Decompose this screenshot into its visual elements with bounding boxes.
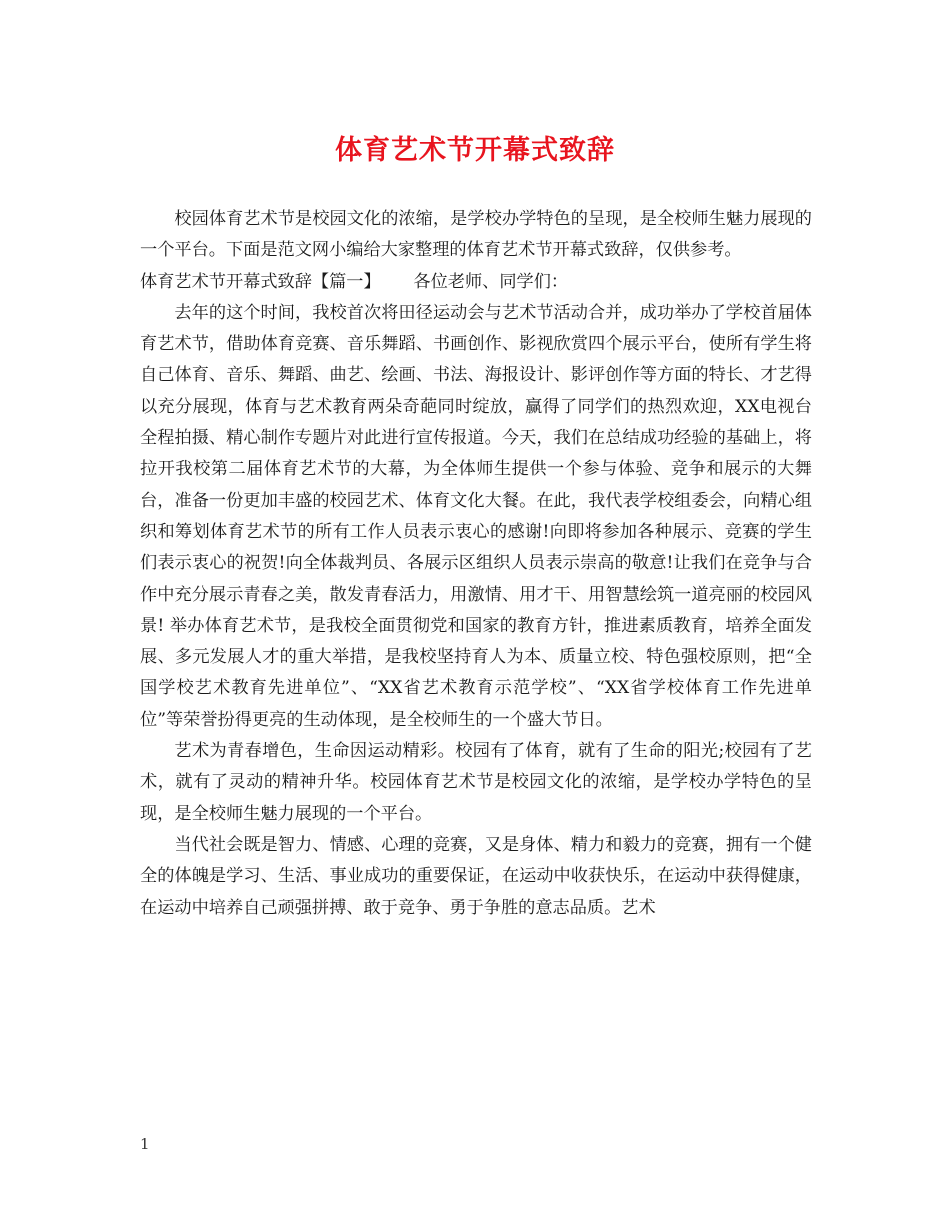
paragraph-society: 当代社会既是智力、情感、心理的竞赛，又是身体、精力和毅力的竞赛，拥有一个健全的体魄是学习、生活、事业成功的重要保证，在运动中收获快乐，在运动中获得健康，在运动中培养自己顽强拼搏、敢于竞争、勇于争胜的意志品质。艺术 — [140, 834, 812, 918]
section-heading: 体育艺术节开幕式致辞【篇一】 各位老师、同学们： — [140, 271, 569, 292]
paragraph-art: 艺术为青春增色，生命因运动精彩。校园有了体育，就有了生命的阳光;校园有了艺术，就有了灵动的精神升华。校园体育艺术节是校园文化的浓缩，是学校办学特色的呈现，是全校师生魅力展现的一个平台。 — [140, 741, 812, 824]
page-number: 1 — [140, 1135, 150, 1153]
document-title: 体育艺术节开幕式致辞 — [335, 135, 615, 166]
paragraph-intro: 校园体育艺术节是校园文化的浓缩，是学校办学特色的呈现，是全校师生魅力展现的一个平台。下面是范文网小编给大家整理的体育艺术节开幕式致辞，仅供参考。 — [140, 209, 812, 261]
document-body — [140, 204, 812, 924]
paragraph-main: 去年的这个时间，我校首次将田径运动会与艺术节活动合并，成功举办了学校首届体育艺术节，借助体育竞赛、音乐舞蹈、书画创作、影视欣赏四个展示平台，使所有学生将自己体育、音乐、舞蹈、曲艺、绘画、书法、海报设计、影评创作等方面的特长、才艺得以充分展现，体育与艺术教育两朵奇葩同时绽放，赢得了同学们的热烈欢迎，XX电视台全程拍摄、精心制作专题片对此进行宣传报道。今天，我们在总结成功经验的基础上，将拉开我校第二届体育艺术节的大幕，为全体师生提供一个参与体验、竞争和展示的大舞台，准备一份更加丰盛的校园艺术、体育文化大餐。在此，我代表学校组委会，向精心组织和筹划体育艺术节的所有工作人员表示衷心的感谢!向即将参加各种展示、竞赛的学生们表示衷心的祝贺!向全体裁判员、各展示区组织人员表示崇高的敬意!让我们在竞争与合作中充分展示青春之美，散发青春活力，用激情、用才干、用智慧绘筑一道亮丽的校园风景! 举办体育艺术节，是我校全面贯彻党和国家的教育方针，推进素质教育，培养全面发展、多元发展人才的重大举措，是我校坚持育人为本、质量立校、特色强校原则，把“全国学校艺术教育先进单位”、“XX省艺术教育示范学校”、“XX省学校体育工作先进单位”等荣誉扮得更亮的生动体现，是全校师生的一个盛大节日。 — [140, 302, 812, 730]
